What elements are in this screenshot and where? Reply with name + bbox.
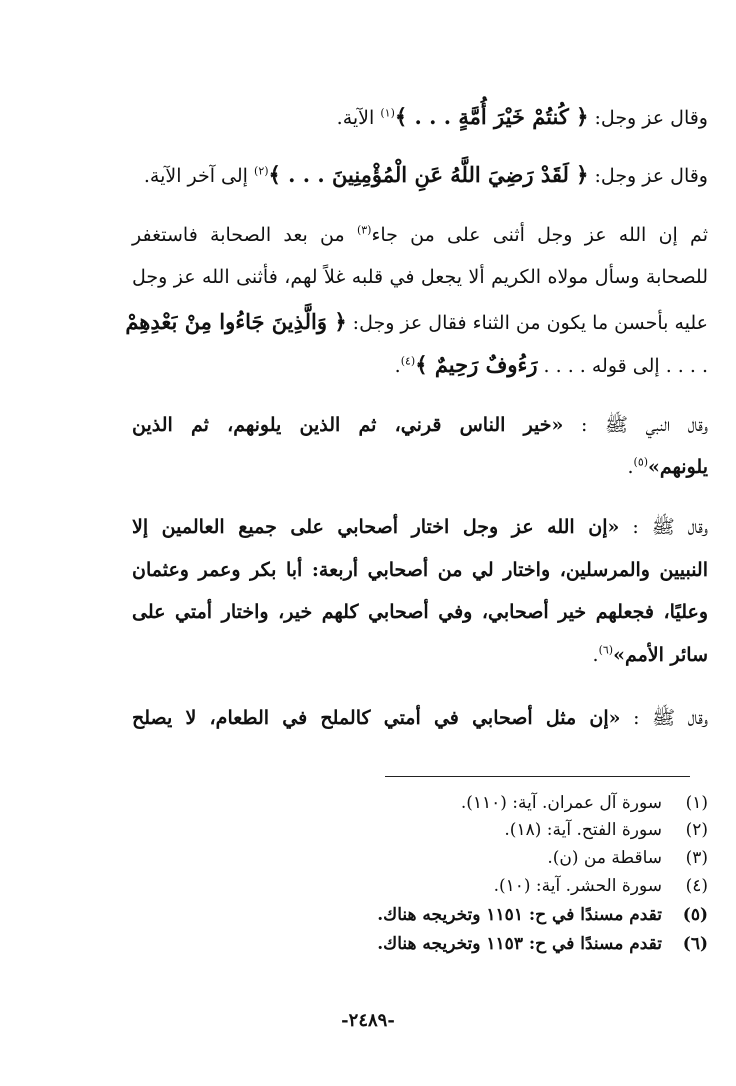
- text: الآية.: [336, 107, 381, 129]
- hadith-quote: النبيين والمرسلين، واختار لي من أصحابي أربعة: أبا بكر وعمر وعثمان: [132, 559, 708, 581]
- footnote-text: سورة الحشر. آية: (١٠).: [493, 876, 662, 896]
- para3-line-4: [395, 350, 708, 381]
- quran-quote: ﴿ وَالَّذِينَ جَاءُوا مِنْ بَعْدِهِمْ: [125, 309, 347, 334]
- hadith-quote: «إن مثل أصحابي في أمتي كالملح في الطعام، لا يصلح: [132, 707, 621, 729]
- footnote-ref: (٤): [400, 354, 416, 368]
- hadith-quote: يلونهم»: [648, 456, 708, 478]
- para6-line-1: [132, 703, 708, 733]
- footnote-4: [494, 873, 708, 899]
- text: ثم إن الله عز وجل أثنى على من جاء: [371, 224, 708, 246]
- hadith-quote: سائر الأمم»: [613, 644, 708, 666]
- footnote-2: [504, 817, 708, 843]
- footnote-separator: [385, 776, 690, 777]
- para4-line-1: [132, 410, 708, 440]
- footnote-number: (٣): [685, 848, 708, 868]
- quran-quote: ﴿ لَقَدْ رَضِيَ اللَّهُ عَنِ الْمُؤْمِنِينَ . . . ﴾: [268, 162, 589, 187]
- footnote-ref: (١): [380, 106, 395, 120]
- hadith-quote: وعليًا، فجعلهم خير أصحابي، وفي أصحابي كلهم خير، واختار أمتي على: [132, 601, 708, 623]
- footnote-text: ساقطة من (ن).: [547, 848, 662, 868]
- footnote-5: [377, 902, 708, 928]
- quran-quote: رَءُوفٌ رَحِيمٌ ﴾: [415, 352, 538, 377]
- text: . . . . إلى قوله . . . .: [537, 355, 708, 377]
- footnote-number: (٢): [685, 820, 708, 840]
- verse-line-1: [337, 102, 708, 133]
- para5-line-3: [132, 597, 708, 627]
- footnote-text: تقدم مسندًا في ح: ١١٥٣ وتخريجه هناك.: [377, 934, 662, 954]
- footnote-ref: (٣): [356, 223, 372, 237]
- para3-line-3: [125, 307, 708, 338]
- footnote-text: سورة الفتح. آية: (١٨).: [504, 820, 662, 840]
- page-number: -٢٤٨٩-: [341, 1010, 395, 1031]
- text: وقال النبي ﷺ :: [563, 414, 708, 436]
- text: من بعد الصحابة فاستغفر: [132, 224, 357, 246]
- footnote-1: [461, 790, 708, 816]
- text: للصحابة وسأل مولاه الكريم ألا يجعل في قلبه غلاً لهم، فأثنى الله عز وجل: [132, 266, 708, 288]
- verse-line-2: [144, 160, 708, 191]
- para5-line-2: [132, 555, 708, 585]
- footnote-text: سورة آل عمران. آية: (١١٠).: [460, 793, 662, 813]
- hadith-quote: «خير الناس قرني، ثم الذين يلونهم، ثم الذين: [132, 414, 564, 436]
- footnote-number: (٦): [682, 934, 708, 954]
- hadith-quote: «إن الله عز وجل اختار أصحابي على جميع العالمين إلا: [132, 516, 620, 538]
- text: وقال عز وجل:: [588, 165, 708, 187]
- footnote-text: تقدم مسندًا في ح: ١١٥١ وتخريجه هناك.: [377, 905, 662, 925]
- text: .: [394, 355, 401, 377]
- para3-line-2: [132, 262, 708, 292]
- text: .: [592, 644, 599, 666]
- text: عليه بأحسن ما يكون من الثناء فقال عز وجل:: [346, 312, 708, 334]
- text: إلى آخر الآية.: [143, 165, 255, 187]
- quran-quote: ﴿ كُنتُمْ خَيْرَ أُمَّةٍ . . . ﴾: [394, 104, 589, 129]
- text: .: [627, 456, 634, 478]
- footnote-number: (٤): [685, 876, 708, 896]
- text: وقال ﷺ :: [619, 516, 708, 538]
- para5-line-4: [593, 640, 708, 670]
- footnote-ref: (٢): [254, 164, 269, 178]
- footnote-6: [377, 931, 708, 957]
- footnote-number: (١): [685, 793, 708, 813]
- para3-line-1: [132, 220, 708, 250]
- text: وقال عز وجل:: [588, 107, 708, 129]
- para5-line-1: [132, 512, 708, 542]
- para4-line-2: [627, 452, 708, 482]
- footnote-ref: (٥): [633, 455, 649, 469]
- footnote-3: [547, 845, 708, 871]
- footnote-ref: (٦): [598, 643, 614, 657]
- text: وقال ﷺ :: [620, 707, 708, 729]
- footnote-number: (٥): [682, 905, 708, 925]
